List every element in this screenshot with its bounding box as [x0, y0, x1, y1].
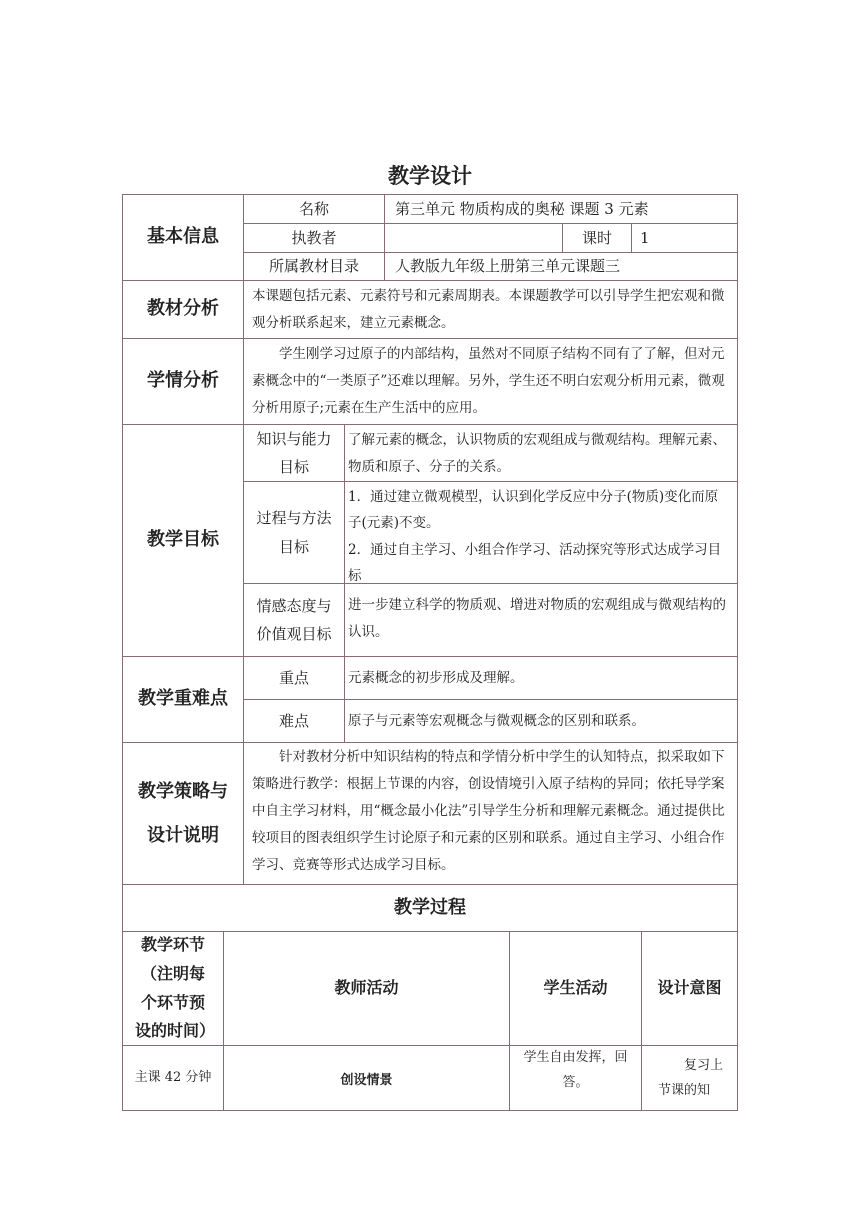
- knowledge-goal-label: 知识与能力目标: [243, 424, 345, 482]
- key-point-label: 重点: [243, 656, 345, 700]
- name-label: 名称: [243, 194, 385, 224]
- row1-teacher: 创设情景: [223, 1045, 510, 1111]
- emotion-goal-label: 情感态度与价值观目标: [243, 583, 345, 657]
- period-value: 1: [631, 223, 738, 253]
- catalog-value: 人教版九年级上册第三单元课题三: [384, 252, 738, 281]
- student-analysis-header: 学情分析: [122, 338, 244, 425]
- process-goal-text-2: 2．通过自主学习、小组合作学习、活动探究等形式达成学习目标: [348, 541, 722, 584]
- teacher-label: 执教者: [243, 223, 385, 253]
- emotion-goal-text: 进一步建立科学的物质观、增进对物质的宏观组成与微观结构的认识。: [344, 583, 738, 657]
- difficult-point-label: 难点: [243, 699, 345, 743]
- process-goal-cell: [344, 481, 738, 584]
- material-analysis-text: 本课题包括元素、元素符号和元素周期表。本课题教学可以引导学生把宏观和微观分析联系起来，建立元素概念。: [243, 280, 738, 339]
- col-teacher-header: 教师活动: [223, 931, 510, 1046]
- col-stage-header: 教学环节（注明每个环节预设的时间）: [122, 931, 224, 1046]
- row1-stage: 主课 42 分钟: [122, 1045, 224, 1111]
- process-header: 教学过程: [122, 884, 738, 932]
- row1-intent: 复习上节课的知: [641, 1045, 738, 1111]
- knowledge-goal-text: 了解元素的概念，认识物质的宏观组成与微观结构。理解元素、物质和原子、分子的关系。: [344, 424, 738, 482]
- col-student-header: 学生活动: [509, 931, 642, 1046]
- row1-student: 学生自由发挥，回答。: [509, 1045, 642, 1111]
- teacher-value: [384, 223, 563, 253]
- process-goal-text-1: 1．通过建立微观模型，认识到化学反应中分子(物质)变化而原子(元素)不变。: [348, 489, 719, 532]
- difficult-point-text: 原子与元素等宏观概念与微观概念的区别和联系。: [344, 699, 738, 743]
- process-goal-label: 过程与方法目标: [243, 481, 345, 584]
- basic-info-header: 基本信息: [122, 194, 244, 281]
- student-analysis-text: 学生刚学习过原子的内部结构，虽然对不同原子结构不同有了了解，但对元素概念中的“一类原子”还难以理解。另外，学生还不明白宏观分析用元素，微观分析用原子;元素在生产生活中的应用。: [243, 338, 738, 425]
- key-points-header: 教学重难点: [122, 656, 244, 743]
- col-intent-header: 设计意图: [641, 931, 738, 1046]
- name-value: 第三单元 物质构成的奥秘 课题 3 元素: [384, 194, 738, 224]
- period-label: 课时: [562, 223, 632, 253]
- material-analysis-header: 教材分析: [122, 280, 244, 339]
- key-point-text: 元素概念的初步形成及理解。: [344, 656, 738, 700]
- strategy-header: 教学策略与设计说明: [122, 742, 244, 885]
- strategy-text: 针对教材分析中知识结构的特点和学情分析中学生的认知特点，拟采取如下策略进行教学：根据上节课的内容，创设情境引入原子结构的异同；依托导学案中自主学习材料，用“概念最小化法”引导学生分析和理解元素概念。通过提供比较项目的图表组织学生讨论原子和元素的区别和联系。通过自主学习、小组合作学习、竞赛等形式达成学习目标。: [243, 742, 738, 885]
- teaching-goals-header: 教学目标: [122, 424, 244, 657]
- page-title: 教学设计: [388, 164, 472, 188]
- catalog-label: 所属教材目录: [243, 252, 385, 281]
